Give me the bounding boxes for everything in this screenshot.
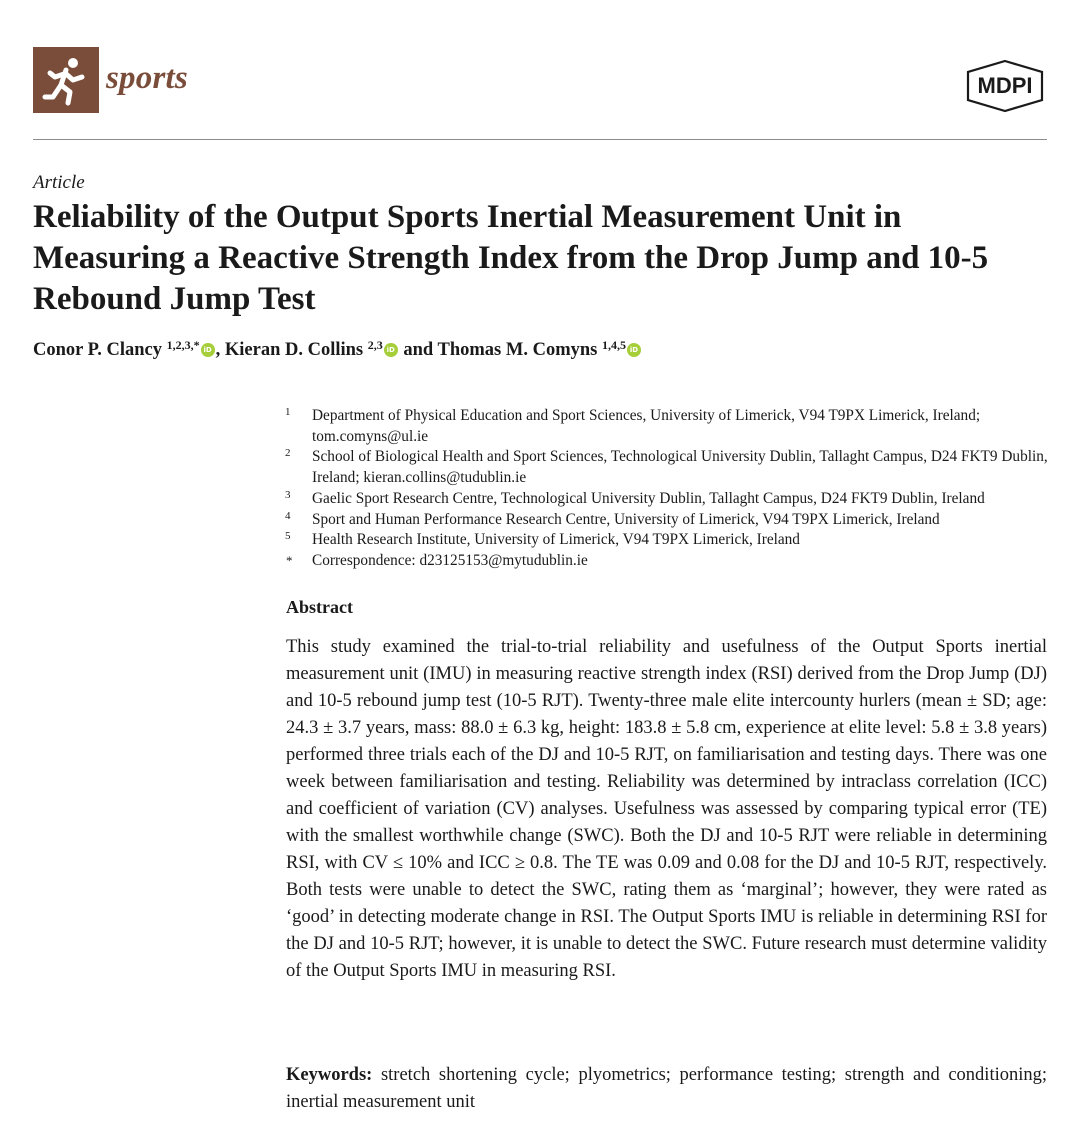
author-name: Kieran D. Collins	[224, 340, 364, 360]
correspondence-text: Correspondence: d23125153@mytudublin.ie	[312, 551, 588, 569]
article-type: Article	[33, 172, 85, 193]
abstract-heading: Abstract	[286, 597, 353, 617]
journal-name: sports	[106, 60, 188, 96]
affiliation-number: *	[286, 552, 293, 568]
keywords-text: stretch shortening cycle; plyometrics; performance testing; strength and conditioning; inertial measurement unit	[286, 1065, 1048, 1112]
journal-logo-icon	[33, 47, 99, 113]
article-title: Reliability of the Output Sports Inertial Measurement Unit in Measuring a Reactive Strength Index from the Drop Jump and 10-5 Rebound Jump Test	[33, 199, 989, 317]
author-affiliation-refs: 1,4,5	[601, 338, 626, 352]
author-affiliation-refs: 1,2,3,*	[166, 338, 200, 352]
keywords-label: Keywords:	[286, 1065, 373, 1085]
author-list	[33, 340, 642, 361]
affiliation-list	[286, 406, 1056, 572]
abstract-text: This study examined the trial-to-trial reliability and usefulness of the Output Sports inertial measurement unit (IMU) in measuring reactive strength index (RSI) derived from the Drop Jump (DJ) and 10-5 rebound jump test (10-5 RJT). Twenty-three male elite intercounty hurlers (mean ± SD; age: 24.3 ± 3.7 years, mass: 88.0 ± 6.3 kg, height: 183.8 ± 5.8 cm, experience at elite level: 5.8 ± 3.8 years) performed three trials each of the DJ and 10-5 RJT, on familiarisation and testing days. There was one week between familiarisation and testing. Reliability was determined by intraclass correlation (ICC) and coefficient of variation (CV) analyses. Usefulness was assessed by comparing typical error (TE) with the smallest worthwhile change (SWC). Both the DJ and 10-5 RJT were reliable in determining RSI, with CV ≤ 10% and ICC ≥ 0.8. The TE was 0.09 and 0.08 for the DJ and 10-5 RJT, respectively. Both tests were unable to detect the SWC, rating them as ‘marginal’; however, they were rated as ‘good’ in detecting moderate change in RSI. The Output Sports IMU is reliable in determining RSI for the DJ and 10-5 RJT; however, it is unable to detect the SWC. Future research must determine validity of the Output Sports IMU in measuring RSI.	[286, 637, 1047, 981]
header-rule	[33, 139, 1047, 140]
running-figure-icon	[33, 47, 99, 113]
affiliation-item	[286, 530, 1056, 551]
author-separator: ,	[215, 340, 225, 360]
orcid-icon[interactable]: iD	[384, 343, 398, 357]
affiliation-item	[286, 489, 1056, 510]
affiliation-number: 1	[285, 406, 291, 418]
affiliation-text: Department of Physical Education and Sport Sciences, University of Limerick, V94 T9PX Limerick, Ireland; tom.comyns@ul.ie	[312, 407, 981, 445]
affiliation-number: 5	[285, 530, 291, 543]
author-affiliation-refs: 2,3	[367, 338, 383, 352]
affiliation-text: School of Biological Health and Sport Sciences, Technological University Dublin, Tallaght Campus, D24 FKT9 Dublin, Ireland; kieran.collins@tudublin.ie	[312, 448, 1048, 487]
affiliation-item	[286, 551, 1056, 572]
affiliation-text: Health Research Institute, University of Limerick, V94 T9PX Limerick, Ireland	[312, 531, 800, 549]
keywords	[286, 1062, 1047, 1116]
author-name: Thomas M. Comyns	[437, 340, 598, 360]
affiliation-number: 2	[285, 447, 291, 460]
orcid-icon[interactable]: iD	[627, 343, 641, 357]
publisher-logo	[962, 58, 1048, 114]
author-separator: and	[398, 340, 438, 360]
affiliation-number: 3	[285, 488, 291, 501]
affiliation-number: 4	[285, 509, 291, 522]
author-name: Conor P. Clancy	[33, 340, 163, 360]
publisher-name: MDPI	[977, 73, 1033, 98]
affiliation-text: Gaelic Sport Research Centre, Technological University Dublin, Tallaght Campus, D24 FKT9 Dublin, Ireland	[312, 489, 985, 507]
orcid-icon[interactable]: iD	[201, 343, 215, 357]
affiliation-text: Sport and Human Performance Research Centre, University of Limerick, V94 T9PX Limerick, Ireland	[312, 510, 940, 528]
affiliation-item	[286, 510, 1056, 531]
affiliation-item	[286, 406, 1056, 447]
affiliation-item	[286, 447, 1056, 488]
